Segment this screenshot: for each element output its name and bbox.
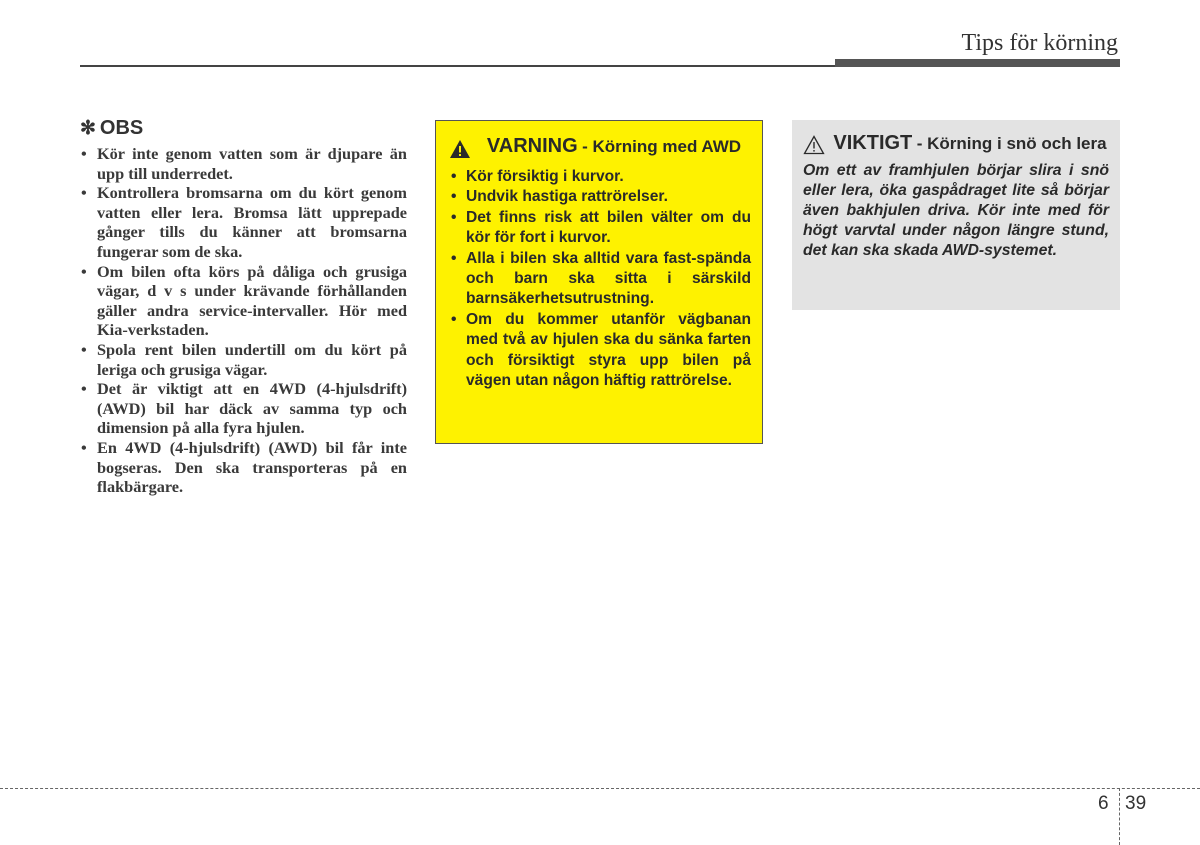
important-body: Om ett av framhjulen börjar slira i snö eller lera, öka gaspådraget lite så börjar även bakhjulen driva. Kör inte med för högt varvtal under någon längre stund, det kan ska skada AWD-systemet. [803,162,1109,259]
warning-triangle-icon [449,139,471,159]
header-title: Tips för körning [961,30,1118,56]
list-item: • Det är viktigt att en 4WD (4-hjulsdrift) (AWD) bil har däck av samma typ och dimension på alla fyra hjulen. [80,379,407,438]
important-header [803,132,1109,155]
important-box [792,120,1120,310]
header-bar [835,59,1120,67]
footer-dashed-rule [0,788,1200,789]
list-item: • Om du kommer utanför vägbanan med två av hjulen ska du sänka farten och försiktigt styra upp bilen på vägen utan någon häftig rattrörelse. [449,310,751,392]
warning-list [449,167,751,391]
obs-section [80,117,407,497]
list-item: • Kör inte genom vatten som är djupare än upp till underredet. [80,144,407,183]
important-title-sub: - Körning i snö och lera [916,134,1107,153]
caution-triangle-icon [803,135,825,155]
warning-title-main: VARNING [486,135,578,157]
warning-title [477,135,751,158]
list-item: • En 4WD (4-hjulsdrift) (AWD) bil får inte bogseras. Den ska transporteras på en flakbärgare. [80,438,407,497]
important-title-main: VIKTIGT [833,132,913,154]
list-item: • Kör försiktig i kurvor. [449,167,751,187]
warning-title-sub: - Körning med AWD [582,137,742,156]
list-item: • Spola rent bilen undertill om du kört på leriga och grusiga vägar. [80,340,407,379]
asterisk-icon: ✻ [80,118,96,139]
footer-dashed-divider [1119,788,1120,845]
obs-list [80,144,407,497]
warning-header [449,135,751,159]
page-number: 39 [1125,793,1147,814]
obs-heading-text: OBS [99,117,144,139]
chapter-number: 6 [1098,793,1109,814]
list-item: • Alla i bilen ska alltid vara fast-spända och barn ska sitta i särskild barnsäkerhetsutrustning. [449,249,751,310]
list-item [80,262,407,340]
obs-heading [80,117,407,140]
warning-box [435,120,763,444]
list-item: • Undvik hastiga rattrörelser. [449,187,751,207]
important-title [831,132,1109,155]
list-item: • Det finns risk att bilen välter om du kör för fort i kurvor. [449,208,751,249]
list-item: • Kontrollera bromsarna om du kört genom vatten eller lera. Bromsa lätt upprepade gånger tills du känner att bromsarna fungerar som de ska. [80,183,407,261]
obs-item-3-text: Om bilen ofta körs på dåliga och grusiga vägar, d v s under krävande förhållanden gäller andra service-intervaller. Hör med Kia-verkstaden. [97,261,407,340]
